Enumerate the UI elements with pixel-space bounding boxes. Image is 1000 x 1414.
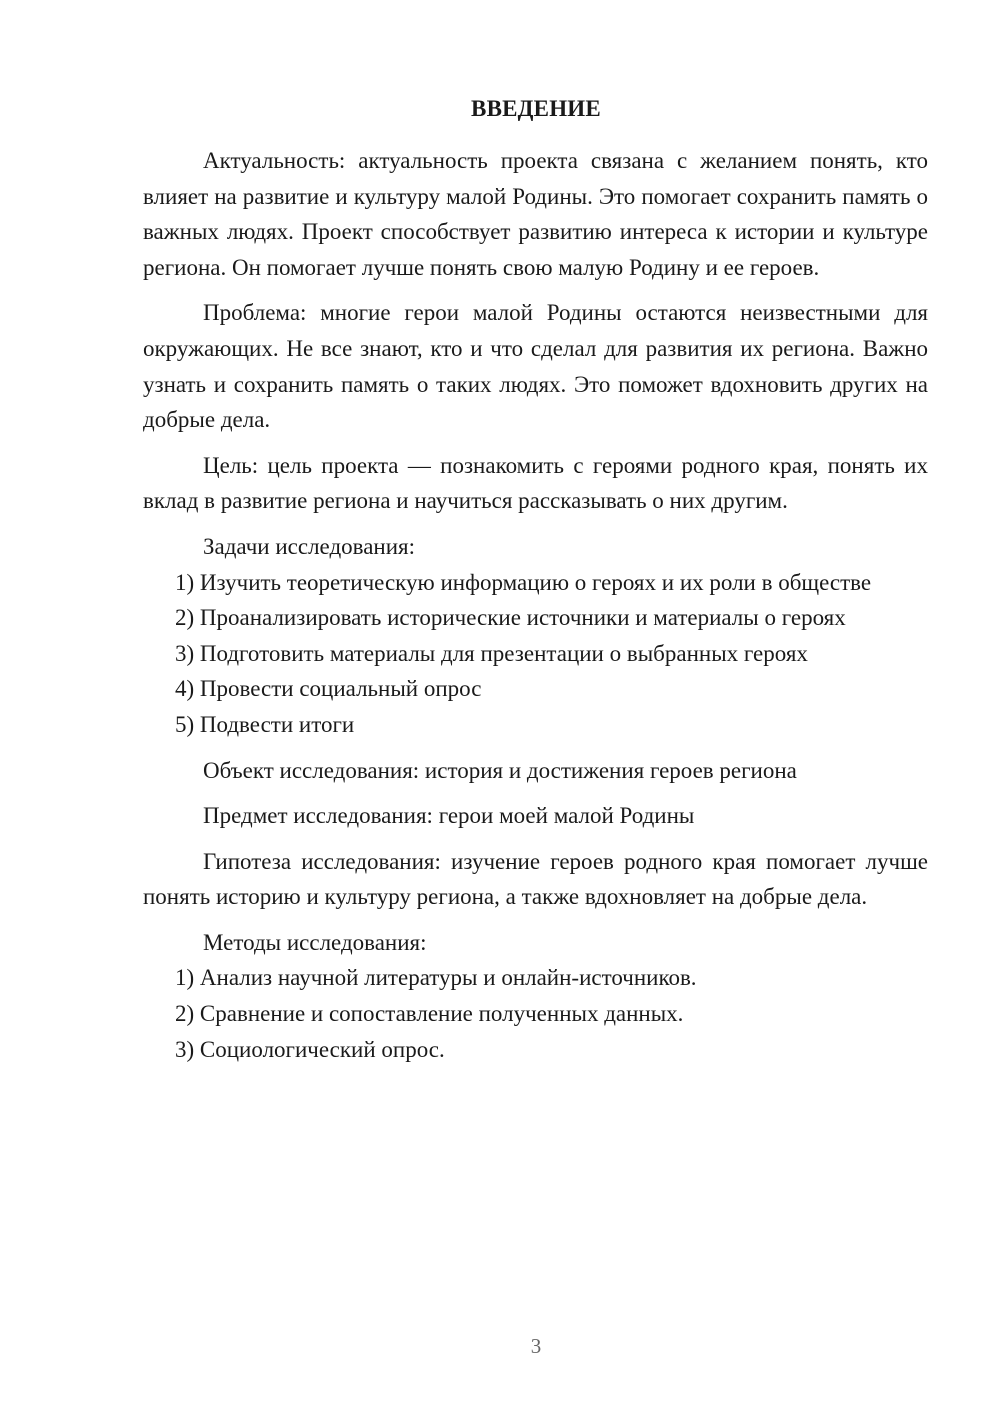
method-item-3: 3) Социологический опрос. bbox=[175, 1036, 445, 1062]
document-body bbox=[143, 143, 928, 1067]
tasks-heading: Задачи исследования: bbox=[203, 533, 416, 559]
task-item-4: 4) Провести социальный опрос bbox=[175, 676, 482, 702]
task-item-3: 3) Подготовить материалы для презентации о выбранных героях bbox=[175, 640, 808, 666]
method-item-1: 1) Анализ научной литературы и онлайн-источников. bbox=[175, 965, 697, 991]
subject-paragraph: Предмет исследования: герои моей малой Родины bbox=[203, 803, 695, 829]
problem-paragraph: Проблема: многие герои малой Родины остаются неизвестными для окружающих. Не все знают, кто и что сделал для развития их региона. Важно узнать и сохранить память о таких людях. Это поможет вдохновить других на добрые дела. bbox=[143, 300, 928, 433]
method-item-2: 2) Сравнение и сопоставление полученных данных. bbox=[175, 1001, 684, 1027]
task-item-1: 1) Изучить теоретическую информацию о героях и их роли в обществе bbox=[175, 569, 872, 595]
task-item-2: 2) Проанализировать исторические источники и материалы о героях bbox=[175, 605, 846, 631]
page-title: ВВЕДЕНИЕ bbox=[471, 96, 601, 121]
object-paragraph: Объект исследования: история и достижения героев региона bbox=[203, 757, 797, 783]
relevance-paragraph: Актуальность: актуальность проекта связана с желанием понять, кто влияет на развитие и культуру малой Родины. Это помогает сохранить память о важных людях. Проект способствует развитию интереса к истории и культуре региона. Он помогает лучше понять свою малую Родину и ее героев. bbox=[143, 148, 928, 280]
page-number: 3 bbox=[530, 1334, 542, 1358]
task-item-5: 5) Подвести итоги bbox=[175, 711, 355, 737]
methods-heading: Методы исследования: bbox=[203, 929, 427, 955]
goal-paragraph: Цель: цель проекта — познакомить с героями родного края, понять их вклад в развитие региона и научиться рассказывать о них другим. bbox=[143, 452, 928, 514]
hypothesis-paragraph: Гипотеза исследования: изучение героев родного края помогает лучше понять историю и культуру региона, а также вдохновляет на добрые дела. bbox=[143, 848, 928, 910]
